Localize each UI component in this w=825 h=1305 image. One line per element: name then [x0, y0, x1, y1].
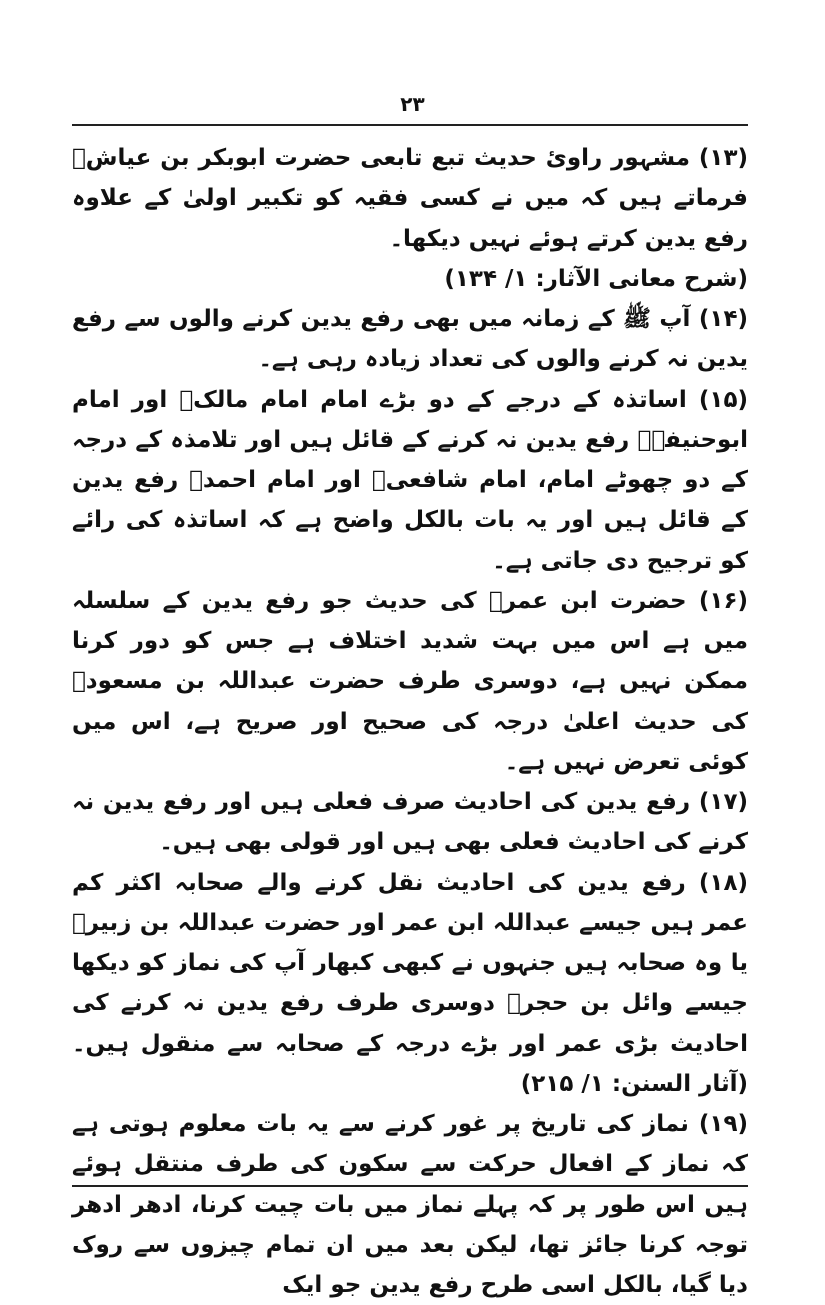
reference-sharh-maani-al-athar: (شرح معانی الآثار: ۱/ ۱۳۴): [444, 265, 748, 292]
page-body: [72, 138, 748, 1298]
paragraph-13: (۱۳) مشہور راوئ حدیث تبع تابعی حضرت ابوبکر بن عیاشؒ فرماتے ہیں کہ میں نے کسی فقیہ کو تکبیر اولیٰ کے علاوہ رفع یدین کرتے ہوئے نہیں دیکھا۔: [72, 145, 748, 252]
paragraph-17: (۱۷) رفع یدین کی احادیث صرف فعلی ہیں اور رفع یدین نہ کرنے کی احادیث فعلی بھی ہیں اور قولی بھی ہیں۔: [72, 789, 748, 856]
footer-rule: [72, 1185, 748, 1187]
paragraph-14: (۱۴) آپ ﷺ کے زمانہ میں بھی رفع یدین کرنے والوں سے رفع یدین نہ کرنے والوں کی تعداد زیادہ رہی ہے۔: [72, 306, 748, 373]
paragraph-18: (۱۸) رفع یدین کی احادیث نقل کرنے والے صحابہ اکثر کم عمر ہیں جیسے عبداللہ ابن عمر اور حضرت عبداللہ بن زبیرؓ یا وہ صحابہ ہیں جنہوں نے کبھی کبھار آپ کی نماز کو دیکھا جیسے وائل بن حجرؓ دوسری طرف رفع یدین نہ کرنے کی احادیث بڑی عمر اور بڑے درجہ کے صحابہ سے منقول ہیں۔ (آثار السنن: ۱/ ۲۱۵): [72, 869, 748, 1097]
page-number: ۲۳: [400, 92, 425, 116]
paragraph-15: (۱۵) اساتذہ کے درجے کے دو بڑے امام امام مالکؒ اور امام ابوحنیفہؒ رفع یدین نہ کرنے کے قائل ہیں اور تلامذہ کے درجہ کے دو چھوٹے امام، امام شافعیؒ اور امام احمدؒ رفع یدین کے قائل ہیں اور یہ بات بالکل واضح ہے کہ اساتذہ کی رائے کو ترجیح دی جاتی ہے۔: [72, 386, 748, 574]
paragraph-19: (۱۹) نماز کی تاریخ پر غور کرنے سے یہ بات معلوم ہوتی ہے کہ نماز کے افعال حرکت سے سکون کی طرف منتقل ہوئے ہیں اس طور پر کہ پہلے نماز میں بات چیت کرنا، ادھر ادھر توجہ کرنا جائز تھا، لیکن بعد میں ان تمام چیزوں سے روک دیا گیا، بالکل اسی طرح رفع یدین جو ایک: [72, 1111, 748, 1298]
paragraph-16: (۱۶) حضرت ابن عمرؓ کی حدیث جو رفع یدین کے سلسلہ میں ہے اس میں بہت شدید اختلاف ہے جس کو دور کرنا ممکن نہیں ہے، دوسری طرف حضرت عبداللہ بن مسعودؓ کی حدیث اعلیٰ درجہ کی صحیح اور صریح ہے، اس میں کوئی تعرض نہیں ہے۔: [72, 587, 748, 775]
header-rule: [72, 124, 748, 126]
